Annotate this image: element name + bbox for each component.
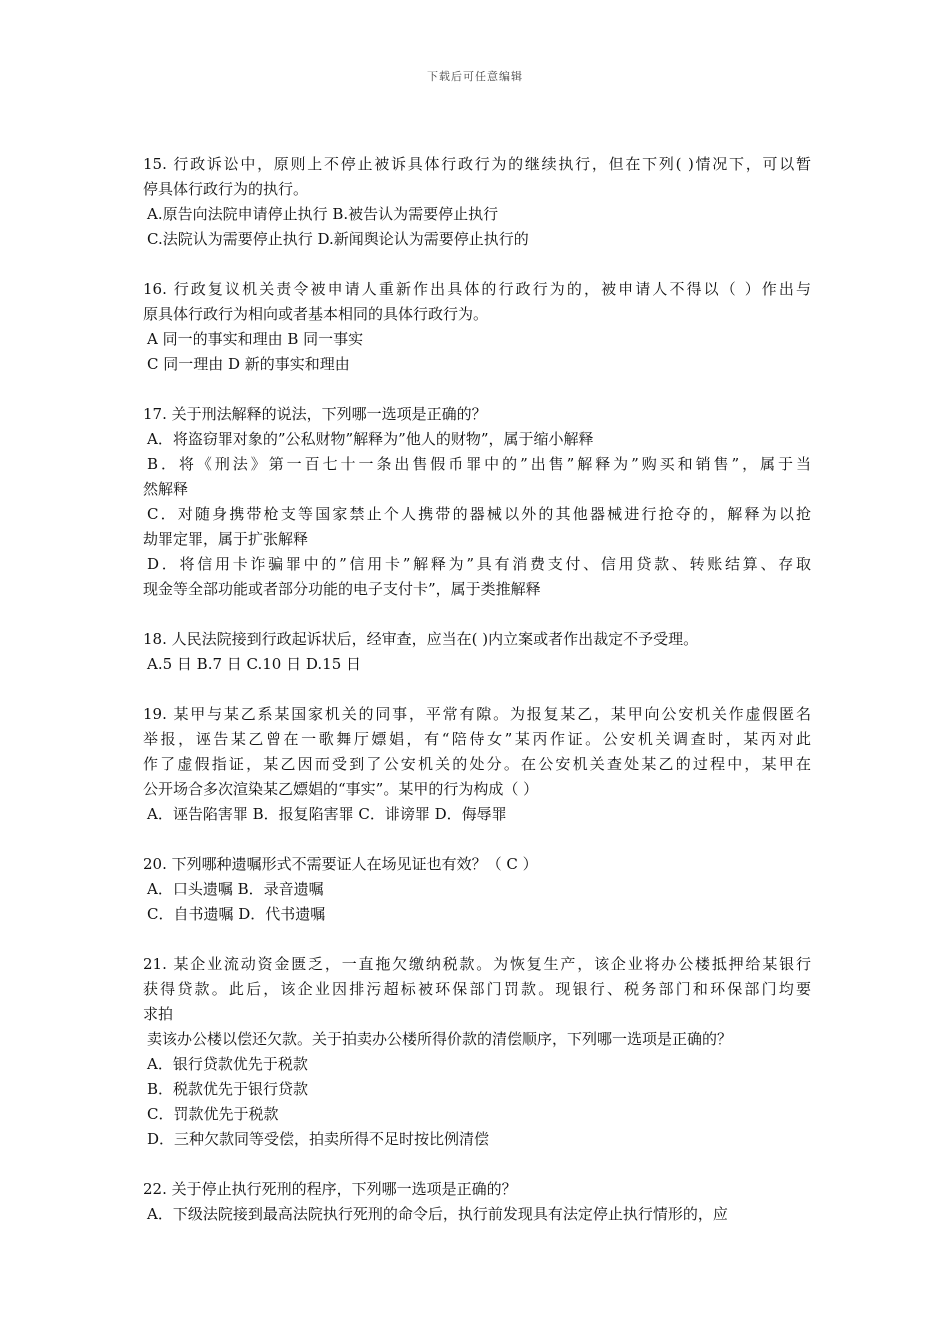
question-stem-line: 获得贷款。此后，该企业因排污超标被环保部门罚款。现银行、税务部门和环保部门均要 (143, 980, 811, 998)
option-line: A.原告向法院申请停止执行 B.被告认为需要停止执行 (147, 205, 499, 223)
option-line: D．将信用卡诈骗罪中的”信用卡”解释为”具有消费支付、信用贷款、转账结算、存取 (147, 555, 811, 573)
question-stem-line: 22. 关于停止执行死刑的程序，下列哪一选项是正确的？ (143, 1180, 517, 1198)
option-line: C.法院认为需要停止执行 D.新闻舆论认为需要停止执行的 (147, 230, 529, 248)
question-stem-line: 15. 行政诉讼中，原则上不停止被诉具体行政行为的继续执行，但在下列( )情况下，可以暂 (143, 155, 811, 173)
question-stem-line: 16. 行政复议机关责令被申请人重新作出具体的行政行为的，被申请人不得以（ ）作出与 (143, 280, 811, 298)
question-stem-line: 停具体行政行为的执行。 (143, 180, 309, 198)
question-stem-line: 19. 某甲与某乙系某国家机关的同事，平常有隙。为报复某乙，某甲向公安机关作虚假匿名 (143, 705, 811, 723)
option-line: A．诬告陷害罪 B．报复陷害罪 C．诽谤罪 D．侮辱罪 (147, 805, 507, 823)
question-block (143, 1177, 811, 1227)
question-block (143, 277, 811, 377)
question-stem-line: 20. 下列哪种遗嘱形式不需要证人在场见证也有效？（ C ） (143, 855, 538, 873)
question-stem-line: 18. 人民法院接到行政起诉状后，经审查，应当在( )内立案或者作出裁定不予受理。 (143, 630, 699, 648)
option-line: B．将《刑法》第一百七十一条出售假币罪中的”出售”解释为”购买和销售”，属于当 (147, 455, 811, 473)
page-header: 下载后可任意编辑 (427, 70, 523, 83)
option-line: A．银行贷款优先于税款 (147, 1055, 308, 1073)
question-block (143, 627, 811, 677)
question-block (143, 402, 811, 602)
option-line: A 同一的事实和理由 B 同一事实 (147, 330, 364, 348)
option-line: C．对随身携带枪支等国家禁止个人携带的器械以外的其他器械进行抢夺的，解释为以抢 (147, 505, 811, 523)
question-stem-line: 17. 关于刑法解释的说法，下列哪一选项是正确的？ (143, 405, 487, 423)
option-line: C．自书遗嘱 D．代书遗嘱 (147, 905, 326, 923)
option-line: 卖该办公楼以偿还欠款。关于拍卖办公楼所得价款的清偿顺序，下列哪一选项是正确的？ (147, 1030, 733, 1048)
option-continuation: 现金等全部功能或者部分功能的电子支付卡”，属于类推解释 (143, 580, 541, 598)
question-block (143, 152, 811, 252)
option-line: C 同一理由 D 新的事实和理由 (147, 355, 350, 373)
question-block (143, 702, 811, 827)
option-line: C．罚款优先于税款 (147, 1105, 279, 1123)
document-body (143, 152, 811, 1252)
option-continuation: 然解释 (143, 480, 189, 498)
option-line: A．将盗窃罪对象的”公私财物”解释为”他人的财物”，属于缩小解释 (147, 430, 594, 448)
option-line: A．口头遗嘱 B．录音遗嘱 (147, 880, 324, 898)
question-stem-line: 原具体行政行为相向或者基本相同的具体行政行为。 (143, 305, 489, 323)
question-block (143, 852, 811, 927)
question-stem-line: 举报，诬告某乙曾在一歌舞厅嫖娼，有“陪侍女”某丙作证。公安机关调查时，某丙对此 (143, 730, 811, 748)
question-stem-line: 求拍 (143, 1005, 174, 1023)
option-line: B．税款优先于银行贷款 (147, 1080, 309, 1098)
question-stem-line: 公开场合多次渲染某乙嫖娼的“事实”。某甲的行为构成（ ） (143, 780, 539, 798)
option-line: A．下级法院接到最高法院执行死刑的命令后，执行前发现具有法定停止执行情形的，应 (147, 1205, 728, 1223)
question-block (143, 952, 811, 1152)
question-stem-line: 21. 某企业流动资金匮乏，一直拖欠缴纳税款。为恢复生产，该企业将办公楼抵押给某银行 (143, 955, 811, 973)
question-stem-line: 作了虚假指证，某乙因而受到了公安机关的处分。在公安机关查处某乙的过程中，某甲在 (143, 755, 811, 773)
option-continuation: 劫罪定罪，属于扩张解释 (143, 530, 309, 548)
option-line: D．三种欠款同等受偿，拍卖所得不足时按比例清偿 (147, 1130, 490, 1148)
option-line: A.5 日 B.7 日 C.10 日 D.15 日 (147, 655, 361, 673)
